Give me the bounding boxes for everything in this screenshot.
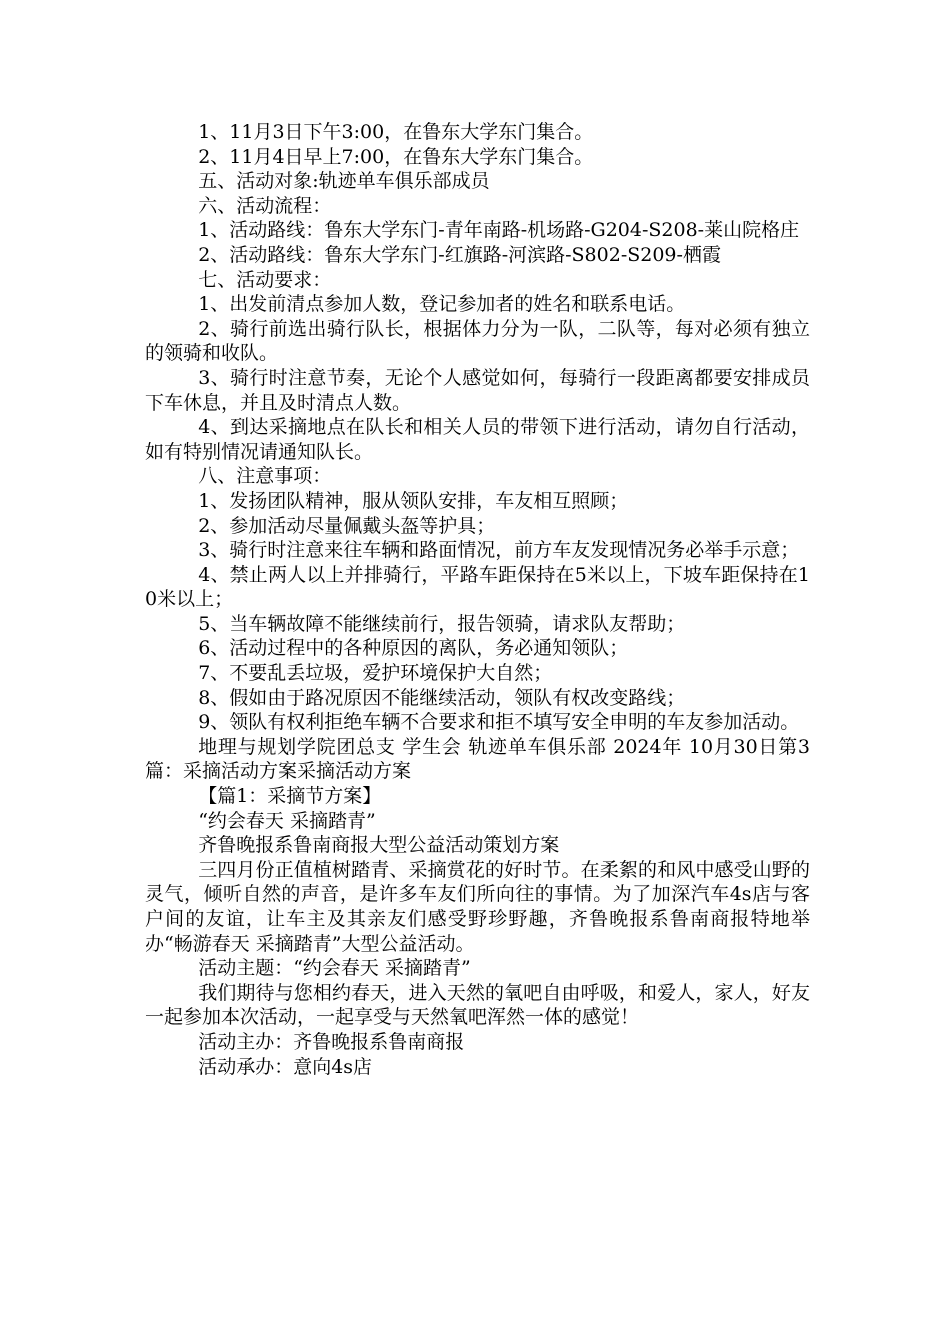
- signature-line: 地理与规划学院团总支 学生会 轨迹单车俱乐部 2024年 10月30日第3篇：采摘活动方案采摘活动方案: [145, 735, 810, 783]
- paragraph: 齐鲁晚报系鲁南商报大型公益活动策划方案: [198, 834, 560, 857]
- paragraph: 8、假如由于路况原因不能继续活动，领队有权改变路线；: [198, 686, 686, 709]
- paragraph: 3、骑行时注意节奏，无论个人感觉如何，每骑行一段距离都要安排成员下车休息，并且及时清点人数。: [145, 366, 810, 414]
- paragraph: 三四月份正值植树踏青、采摘赏花的好时节。在柔絮的和风中感受山野的灵气，倾听自然的声音，是许多车友们所向往的事情。为了加深汽车4s店与客户间的友谊，让车主及其亲友们感受野珍野趣，齐鲁晚报系鲁南商报特地举办“畅游春天 采摘踏青”大型公益活动。: [145, 858, 810, 955]
- paragraph: 2、骑行前选出骑行队长，根据体力分为一队，二队等，每对必须有独立的领骑和收队。: [145, 317, 810, 365]
- paragraph: 7、不要乱丢垃圾，爱护环境保护大自然；: [198, 662, 553, 685]
- section-heading: 【篇1：采摘节方案】: [198, 785, 382, 808]
- paragraph: 4、禁止两人以上并排骑行，平路车距保持在5米以上，下坡车距保持在10米以上；: [145, 563, 810, 611]
- paragraph: 2、11月4日早上7:00，在鲁东大学东门集合。: [198, 145, 594, 168]
- paragraph: 活动主办：齐鲁晚报系鲁南商报: [198, 1030, 465, 1053]
- paragraph: “约会春天 采摘踏青”: [198, 809, 376, 832]
- paragraph: 1、活动路线：鲁东大学东门-青年南路-机场路-G204-S208-莱山院格庄: [198, 219, 800, 242]
- paragraph: 3、骑行时注意来往车辆和路面情况，前方车友发现情况务必举手示意；: [198, 539, 800, 562]
- paragraph: 六、活动流程：: [198, 194, 332, 217]
- paragraph: 七、活动要求：: [198, 268, 332, 291]
- paragraph: 1、出发前清点参加人数，登记参加者的姓名和联系电话。: [198, 293, 686, 316]
- paragraph: 5、当车辆故障不能继续前行，报告领骑，请求队友帮助；: [198, 612, 686, 635]
- paragraph: 4、到达采摘地点在队长和相关人员的带领下进行活动，请勿自行活动，如有特别情况请通知队长。: [145, 416, 810, 463]
- paragraph: 9、领队有权利拒绝车辆不合要求和拒不填写安全申明的车友参加活动。: [198, 711, 800, 734]
- paragraph: 五、活动对象:轨迹单车俱乐部成员: [198, 170, 490, 193]
- document-body: [145, 120, 810, 1079]
- paragraph: 2、活动路线：鲁东大学东门-红旗路-河滨路-S802-S209-栖霞: [198, 243, 721, 266]
- paragraph: 1、发扬团队精神，服从领队安排，车友相互照顾；: [198, 489, 629, 512]
- paragraph: 2、参加活动尽量佩戴头盔等护具；: [198, 514, 496, 537]
- paragraph: 6、活动过程中的各种原因的离队，务必通知领队；: [198, 637, 629, 660]
- paragraph: 八、注意事项：: [198, 465, 332, 488]
- paragraph: 我们期待与您相约春天，进入天然的氧吧自由呼吸，和爱人，家人，好友一起参加本次活动，一起享受与天然氧吧浑然一体的感觉！: [145, 981, 810, 1029]
- paragraph: 1、11月3日下午3:00，在鲁东大学东门集合。: [198, 121, 594, 143]
- paragraph: 活动主题：“约会春天 采摘踏青”: [198, 957, 471, 980]
- paragraph: 活动承办：意向4s店: [198, 1055, 373, 1078]
